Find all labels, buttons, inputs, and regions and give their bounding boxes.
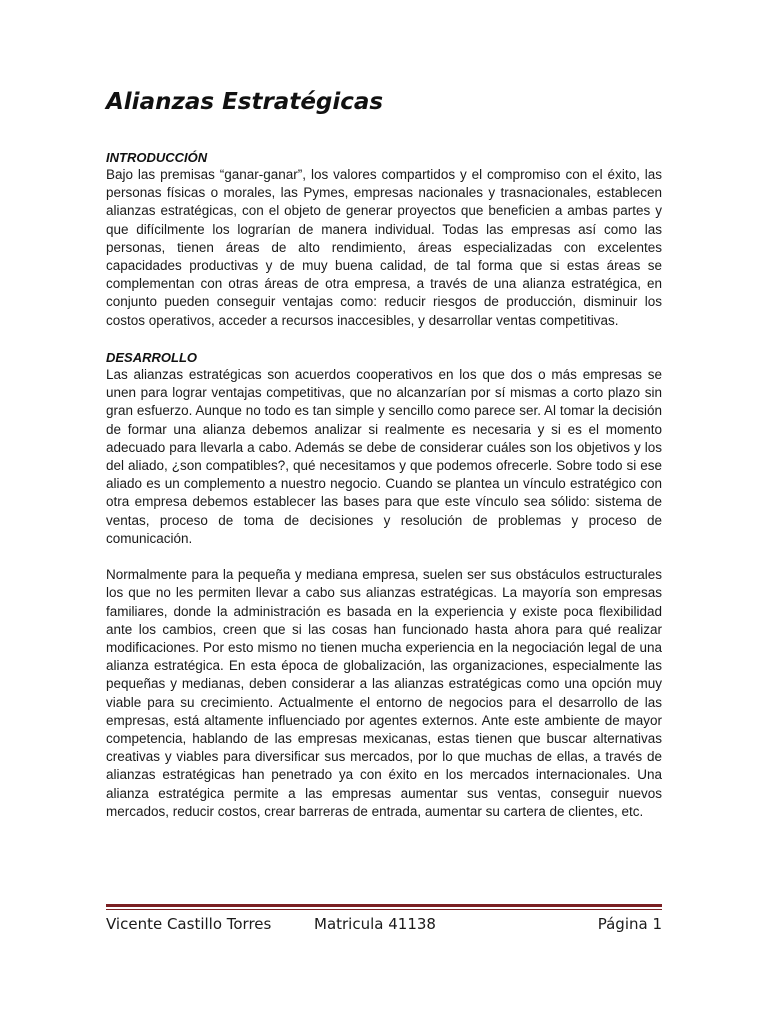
page-footer	[106, 913, 662, 935]
footer-divider-thin	[106, 909, 662, 910]
section-introduccion	[106, 149, 662, 330]
footer-divider-thick	[106, 904, 662, 907]
section-heading-desarrollo: DESARROLLO	[106, 350, 197, 365]
paragraph-desarrollo-1: Las alianzas estratégicas son acuerdos cooperativos en los que dos o más empresas se unen para lograr ventajas competitivas, que no alcanzarían por sí mismas a corto plazo sin gran esfuerzo. Aunque no todo es tan simple y sencillo como parece ser. Al tomar la decisión de formar una alianza debemos analizar si realmente es necesaria y si es el momento adecuado para llevarla a cabo. Además se debe de considerar cuáles son los objetivos y los del aliado, ¿son compatibles?, qué necesitamos y que podemos ofrecerle. Sobre todo si ese aliado es un complemento a nuestro negocio. Cuando se plantea un vínculo estratégico con otra empresa debemos establecer las bases para que este vínculo sea sólido: sistema de ventas, proceso de toma de decisiones y resolución de problemas y proceso de comunicación.	[106, 367, 662, 546]
paragraph-introduccion: Bajo las premisas “ganar-ganar”, los valores compartidos y el compromiso con el éxito, las personas físicas o morales, las Pymes, empresas nacionales y trasnacionales, establecen alianzas estratégicas, con el objeto de generar proyectos que beneficien a ambas partes y que difícilmente los lograrían de manera individual. Todas las empresas así como las personas, tienen áreas de alto rendimiento, áreas especializadas con excelentes capacidades productivas y de muy buena calidad, de tal forma que si estas áreas se complementan con otras áreas de otra empresa, a través de una alianza estratégica, en conjunto pueden conseguir ventajas como: reducir riesgos de producción, disminuir los costos operativos, acceder a recursos inaccesibles, y desarrollar ventas competitivas.	[106, 167, 662, 328]
footer-matricula: Matricula 41138	[314, 915, 436, 933]
footer-page-number: Página 1	[597, 915, 662, 933]
paragraph-desarrollo-2: Normalmente para la pequeña y mediana empresa, suelen ser sus obstáculos estructurales los que no les permiten llevar a cabo sus alianzas estratégicas. La mayoría son empresas familiares, donde la administración es basada en la experiencia y existe poca flexibilidad ante los cambios, creen que si las cosas han funcionado hasta ahora para qué realizar modificaciones. Por esto mismo no tienen mucha experiencia en la negociación legal de una alianza estratégica. En esta época de globalización, las organizaciones, especialmente las pequeñas y medianas, deben considerar a las alianzas estratégicas como una opción muy viable para su crecimiento. Actualmente el entorno de negocios para el desarrollo de las empresas, está altamente influenciado por agentes externos. Ante este ambiente de mayor competencia, hablando de las empresas mexicanas, estas tienen que buscar alternativas creativas y viables para diversificar sus mercados, por lo que muchas de ellas, a través de alianzas estratégicas han penetrado ya con éxito en los mercados internacionales. Una alianza estratégica permite a las empresas aumentar sus ventas, conseguir nuevos mercados, reducir costos, crear barreras de entrada, aumentar su cartera de clientes, etc.	[106, 567, 662, 819]
section-desarrollo	[106, 349, 662, 821]
document-title: Alianzas Estratégicas	[106, 89, 384, 115]
section-heading-introduccion: INTRODUCCIÓN	[106, 150, 208, 165]
footer-author: Vicente Castillo Torres	[106, 915, 272, 933]
